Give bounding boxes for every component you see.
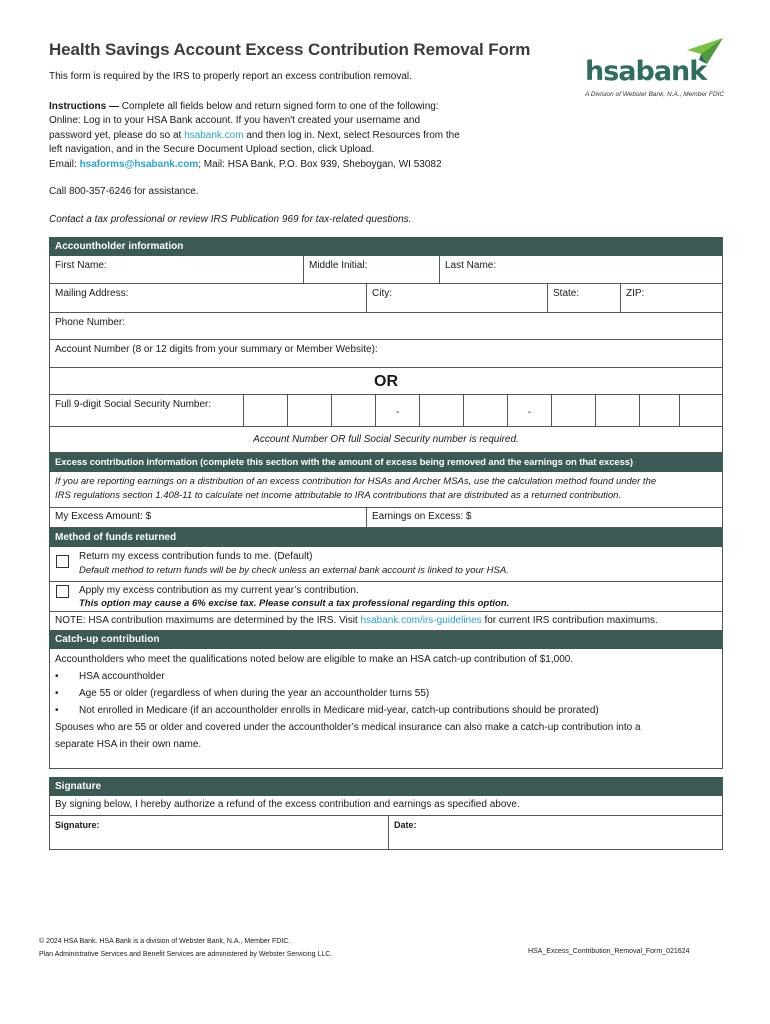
catchup-spouse-line: separate HSA in their own name. (55, 739, 202, 750)
signature-label: Signature: (55, 820, 100, 830)
name-row (49, 256, 723, 284)
ssn-digit-box[interactable] (331, 395, 375, 426)
return-funds-checkbox[interactable] (56, 555, 69, 568)
footer-line: Plan Administrative Services and Benefit Services are administered by Webster Servicing LLC. (39, 951, 333, 958)
return-funds-note: Default method to return funds will be by check unless an external bank account is linked to your HSA. (79, 565, 509, 576)
instructions-line: and then log in. Next, select Resources from the (243, 129, 460, 141)
catchup-bullet: • Age 55 or older (regardless of when during the year an accountholder turns 55) (55, 688, 430, 699)
instructions-line: password yet, please do so at (49, 129, 185, 141)
required-note: Account Number OR full Social Security number is required. (49, 427, 723, 453)
footer-line: © 2024 HSA Bank. HSA Bank is a division of Webster Bank, N.A., Member FDIC. (39, 938, 291, 945)
last-name-field[interactable] (439, 256, 722, 283)
ssn-digit-box[interactable] (507, 395, 551, 426)
ssn-digit-box[interactable] (419, 395, 463, 426)
first-name-label: First Name: (55, 260, 107, 271)
excess-amount-row (49, 508, 723, 528)
ssn-digit-box[interactable] (375, 395, 419, 426)
section-header-excess: Excess contribution information (complete this section with the amount of excess being removed and the earnings on that excess) (49, 453, 723, 472)
or-divider: OR (49, 368, 723, 395)
ssn-dash: - (395, 407, 400, 418)
ssn-digit-box[interactable] (639, 395, 679, 426)
first-name-field[interactable] (50, 256, 303, 283)
section-header-accountholder: Accountholder information (49, 237, 723, 256)
middle-initial-label: Middle Initial: (309, 260, 368, 271)
email-link[interactable]: hsaforms@hsabank.com (79, 158, 199, 170)
account-number-field[interactable] (50, 340, 722, 367)
excess-note-line: IRS regulations section 1.408-11 to calculate net income attributable to IRA contributions that are distributed as a returned contribution. (55, 490, 622, 501)
signature-field[interactable] (50, 816, 388, 849)
account-number-label: Account Number (8 or 12 digits from your summary or Member Website): (55, 344, 378, 355)
irs-note-text: for current IRS contribution maximums. (481, 615, 658, 626)
ssn-digit-box[interactable] (243, 395, 287, 426)
excess-note (49, 472, 723, 508)
earnings-field[interactable] (366, 508, 722, 527)
signature-row (49, 816, 723, 850)
mail-address: ; Mail: HSA Bank, P.O. Box 939, Sheboygan, WI 53082 (198, 158, 442, 170)
ssn-label: Full 9-digit Social Security Number: (55, 399, 212, 410)
ssn-digit-box[interactable] (463, 395, 507, 426)
city-label: City: (372, 288, 392, 299)
irs-guidelines-link[interactable]: hsabank.com/irs-guidelines (360, 615, 482, 626)
method-option-1 (49, 547, 723, 582)
state-field[interactable] (547, 284, 620, 312)
form-id: HSA_Excess_Contribution_Removal_Form_021624 (528, 948, 690, 955)
ssn-digit-box[interactable] (551, 395, 595, 426)
call-text: Call 800-357-6246 for assistance. (49, 186, 199, 197)
zip-label: ZIP: (626, 288, 645, 299)
address-row (49, 284, 723, 313)
form-body (49, 237, 723, 850)
catchup-bullet-text: Age 55 or older (regardless of when during the year an accountholder turns 55) (79, 688, 430, 699)
phone-row (49, 313, 723, 340)
phone-field[interactable] (50, 313, 722, 339)
excess-amount-field[interactable] (50, 508, 366, 527)
catchup-bullet: • HSA accountholder (55, 671, 165, 682)
section-header-method: Method of funds returned (49, 528, 723, 547)
instructions (49, 100, 519, 172)
instructions-line: Complete all fields below and return signed form to one of the following: (119, 101, 439, 112)
instructions-line: left navigation, and in the Secure Document Upload section, click Upload. (49, 144, 375, 156)
email-label: Email: (49, 158, 80, 170)
page-title: Health Savings Account Excess Contribution Removal Form (49, 40, 531, 59)
ssn-label-cell (50, 395, 243, 426)
apply-contribution-checkbox[interactable] (56, 585, 69, 598)
catchup-body (49, 649, 723, 769)
middle-initial-field[interactable] (303, 256, 439, 283)
logo-wordmark: hsabank (585, 56, 707, 87)
contact-text: Contact a tax professional or review IRS Publication 969 for tax-related questions. (49, 214, 412, 225)
excess-amount-label: My Excess Amount: $ (55, 511, 152, 522)
irs-note (49, 612, 723, 631)
catchup-bullet: • Not enrolled in Medicare (if an accountholder enrolls in Medicare mid-year, catch-up contributions should be prorated) (55, 705, 599, 716)
ssn-dash: - (527, 407, 532, 418)
state-label: State: (553, 288, 580, 299)
hsabank-link[interactable]: hsabank.com (184, 129, 244, 141)
page-subtitle: This form is required by the IRS to properly report an excess contribution removal. (49, 71, 412, 82)
instructions-line: Online: Log in to your HSA Bank account. If you haven't created your username and (49, 115, 421, 127)
mailing-address-field[interactable] (50, 284, 366, 312)
section-header-catchup: Catch-up contribution (49, 631, 723, 649)
catchup-spouse-line: Spouses who are 55 or older and covered under the accountholder’s medical insurance can also make a catch-up contribution into a (55, 722, 641, 733)
ssn-digit-box[interactable] (595, 395, 639, 426)
apply-contribution-label: Apply my excess contribution as my current year’s contribution. (79, 585, 359, 596)
city-field[interactable] (366, 284, 547, 312)
catchup-bullet-text: HSA accountholder (79, 671, 165, 682)
date-field[interactable] (388, 816, 722, 849)
earnings-label: Earnings on Excess: $ (372, 511, 472, 522)
zip-field[interactable] (620, 284, 722, 312)
footer-copyright (39, 935, 332, 961)
last-name-label: Last Name: (445, 260, 497, 271)
irs-note-text: NOTE: HSA contribution maximums are determined by the IRS. Visit (55, 615, 361, 626)
catchup-intro: Accountholders who meet the qualifications noted below are eligible to make an HSA catch-up contribution of $1,000. (55, 654, 574, 665)
mailing-address-label: Mailing Address: (55, 288, 129, 299)
hsabank-logo (585, 36, 730, 102)
account-number-row (49, 340, 723, 368)
logo-tagline: A Division of Webster Bank, N.A., Member FDIC (585, 91, 725, 98)
phone-label: Phone Number: (55, 317, 126, 328)
return-funds-label: Return my excess contribution funds to me. (Default) (79, 551, 313, 562)
catchup-bullet-text: Not enrolled in Medicare (if an accountholder enrolls in Medicare mid-year, catch-up contributions should be prorated) (79, 705, 599, 716)
section-header-signature: Signature (49, 777, 723, 796)
ssn-digit-box[interactable] (287, 395, 331, 426)
apply-contribution-note: This option may cause a 6% excise tax. Please consult a tax professional regarding this option. (79, 598, 510, 609)
signature-text: By signing below, I hereby authorize a refund of the excess contribution and earnings as specified above. (49, 796, 723, 816)
ssn-row (49, 395, 723, 427)
method-option-2 (49, 582, 723, 612)
date-label: Date: (394, 820, 417, 830)
instructions-label: Instructions — (49, 101, 120, 112)
excess-note-line: If you are reporting earnings on a distribution of an excess contribution for HSAs and Archer MSAs, use the calculation method found under the (55, 476, 657, 487)
ssn-digit-box[interactable] (679, 395, 722, 426)
